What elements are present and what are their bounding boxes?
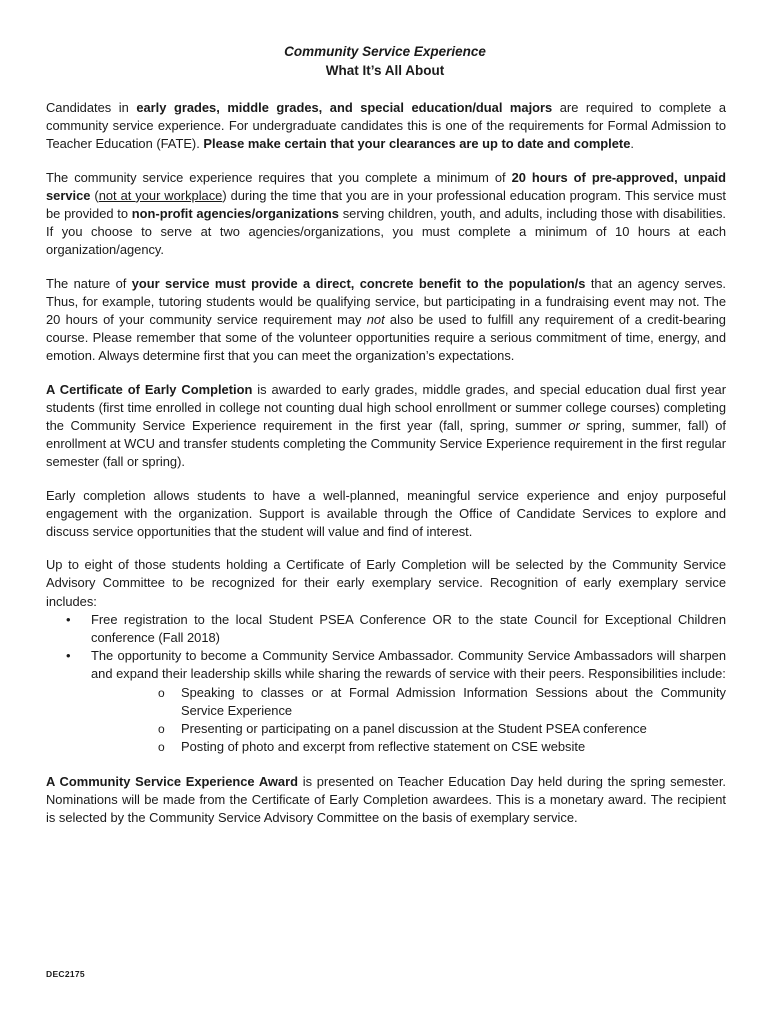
paragraph-certificate: A Certificate of Early Completion is awarded to early grades, middle grades, and special education dual first year students (first time enrolled in college not counting dual high school enrollment or summer college courses) completing the Community Service Experience requirement in the first year (fall, spring, summer or spring, summer, fall) of enrollment at WCU and transfer students completing the Community Service Experience requirement in the first regular semester (fall or spring).	[46, 381, 726, 470]
paragraph-early-completion: Early completion allows students to have a well-planned, meaningful service experience and enjoy purposeful engagement with the organization. Support is available through the Office of Candidate Services to explore and discuss service opportunities that the student will value and find of interest.	[46, 487, 726, 540]
circle-bullet-icon: o	[158, 685, 165, 700]
paragraph-nature: The nature of your service must provide a direct, concrete benefit to the population/s that an agency serves. Thus, for example, tutoring students would be qualifying service, but participating in a fundraising event may not. The 20 hours of your community service requirement may not also be used to fulfill any requirement of a credit-bearing course. Please remember that some of the volunteer opportunities require a serious commitment of time, energy, and emotion. Always determine first that you can meet the organization’s expectations.	[46, 275, 726, 364]
list-item: o Presenting or participating on a panel discussion at the Student PSEA conference	[46, 720, 726, 738]
circle-bullet-icon: o	[158, 740, 165, 755]
recognition-list	[46, 611, 726, 684]
bullet-icon: •	[66, 648, 71, 664]
paragraph-requirement: Candidates in early grades, middle grades, and special education/dual majors are required to complete a community service experience. For undergraduate candidates this is one of the requirements for Formal Admission to Teacher Education (FATE). Please make certain that your clearances are up to date and complete.	[46, 100, 726, 152]
list-item: o Posting of photo and excerpt from reflective statement on CSE website	[46, 738, 726, 756]
circle-bullet-icon: o	[158, 722, 165, 737]
list-item: • Free registration to the local Student PSEA Conference OR to the state Council for Exceptional Children conference (Fall 2018)	[66, 611, 726, 646]
footer-code: DEC2175	[46, 969, 85, 979]
list-item: • The opportunity to become a Community Service Ambassador. Community Service Ambassadors will sharpen and expand their leadership skills while sharing the rewards of service with their peers. Responsibilities include:	[66, 648, 726, 682]
document-title: Community Service Experience	[284, 44, 486, 59]
paragraph-recognition: Up to eight of those students holding a Certificate of Early Completion will be selected by the Community Service Advisory Committee to be recognized for their early exemplary service. Recognition of early exemplary service includes:	[46, 557, 726, 609]
paragraph-hours: The community service experience requires that you complete a minimum of 20 hours of pre-approved, unpaid service (not at your workplace) during the time that you are in your professional education program. This service must be provided to non-profit agencies/organizations serving children, youth, and adults, including those with disabilities. If you choose to serve at two agencies/organizations, you must complete a minimum of 10 hours at each organization/agency.	[46, 169, 726, 258]
responsibilities-list	[46, 684, 726, 757]
list-item: o Speaking to classes or at Formal Admission Information Sessions about the Community Service Experience	[158, 684, 726, 718]
document-subtitle: What It’s All About	[325, 63, 445, 78]
bullet-icon: •	[66, 611, 71, 627]
paragraph-award: A Community Service Experience Award is presented on Teacher Education Day held during the spring semester. Nominations will be made from the Certificate of Early Completion awardees. This is a monetary award. The recipient is selected by the Community Service Advisory Committee on the basis of exemplary service.	[46, 773, 726, 825]
document-body	[46, 99, 726, 842]
